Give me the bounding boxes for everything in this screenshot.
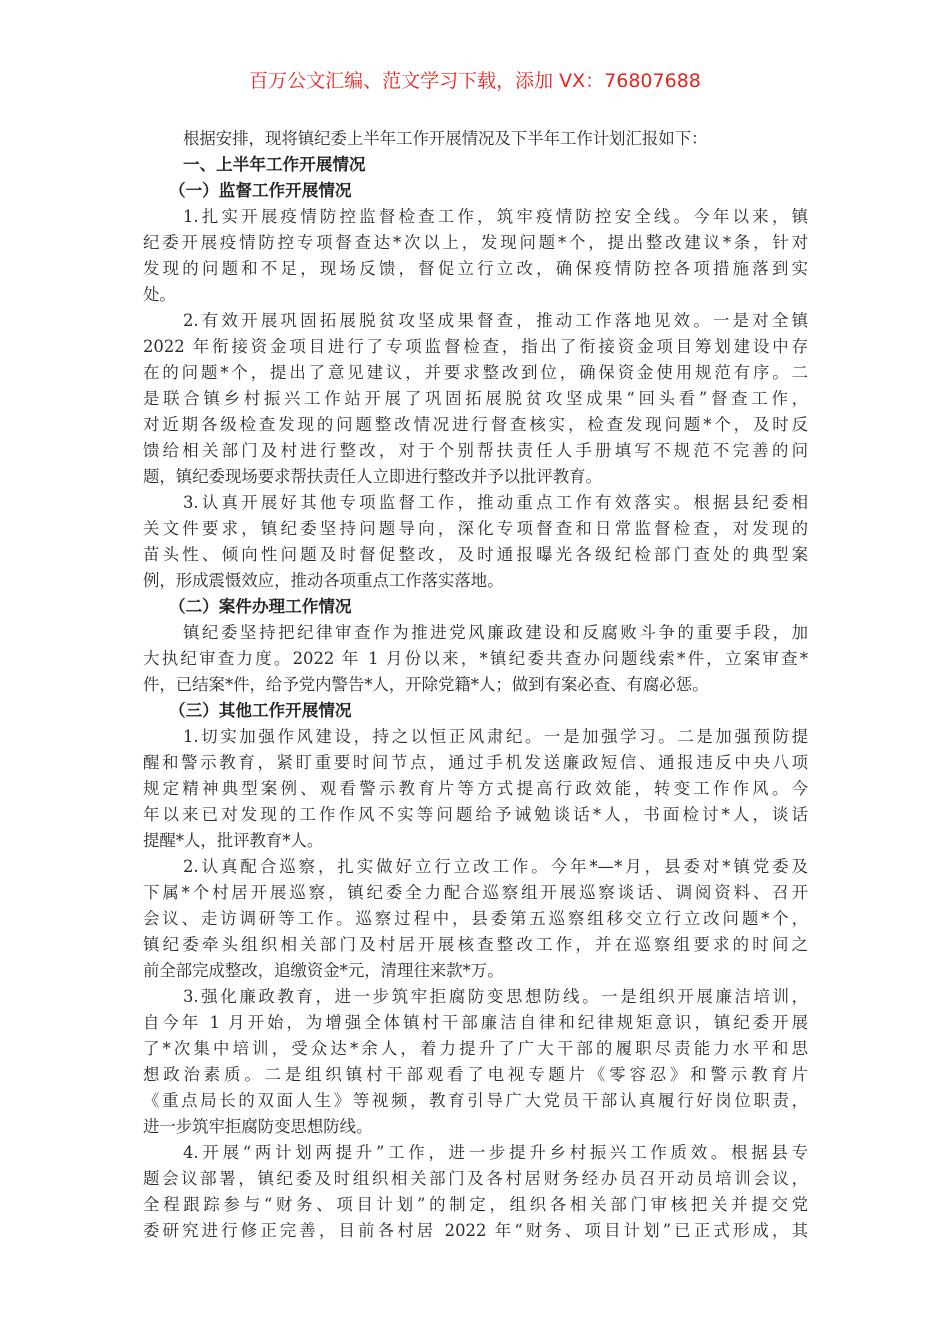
paragraph-line: 镇纪委坚持把纪律审查作为推进党风廉政建设和反腐败斗争的重要手段，加 <box>183 623 808 642</box>
paragraph-line: 前全部完成整改，追缴资金*元，清理往来款*万。 <box>143 961 504 980</box>
paragraph-line: 下属*个村居开展巡察，镇纪委全力配合巡察组开展巡察谈话、调阅资料、召开 <box>143 883 808 902</box>
paragraph-line: 2022 年衔接资金项目进行了专项监督检查，指出了衔接资金项目筹划建设中存 <box>143 337 808 356</box>
paragraph-6 <box>143 854 808 984</box>
subsection-heading-2: （二）案件办理工作情况 <box>169 597 352 616</box>
paragraph-4 <box>143 620 808 698</box>
paragraph-line: 对近期各级检查发现的问题整改情况进行督查核实，检查发现问题*个，及时反 <box>143 415 808 434</box>
intro-line: 根据安排，现将镇纪委上半年工作开展情况及下半年工作计划汇报如下： <box>183 129 708 148</box>
paragraph-line: 提醒*人，批评教育*人。 <box>143 831 324 850</box>
watermark-banner: 百万公文汇编、范文学习下载，添加 VX：76807688 <box>249 70 701 92</box>
paragraph-line: 全程跟踪参与“财务、项目计划”的制定，组织各相关部门审核把关并提交党 <box>143 1195 808 1214</box>
subsection-heading-1: （一）监督工作开展情况 <box>169 181 352 200</box>
paragraph-line: 处。 <box>143 285 176 304</box>
subsection-heading-3: （三）其他工作开展情况 <box>169 701 352 720</box>
paragraph-line: 2.有效开展巩固拓展脱贫攻坚成果督查，推动工作落地见效。一是对全镇 <box>183 311 808 330</box>
paragraph-1 <box>143 204 808 308</box>
paragraph-line: 镇纪委牵头组织相关部门及村居开展核查整改工作，并在巡察组要求的时间之 <box>143 935 808 954</box>
section-heading-1: 一、上半年工作开展情况 <box>183 155 366 174</box>
paragraph-line: 题，镇纪委现场要求帮扶责任人立即进行整改并予以批评教育。 <box>143 467 602 486</box>
paragraph-line: 1.扎实开展疫情防控监督检查工作，筑牢疫情防控安全线。今年以来，镇 <box>183 207 808 226</box>
paragraph-line: 题会议部署，镇纪委及时组织相关部门及各村居财务经办员召开动员培训会议， <box>143 1169 808 1188</box>
paragraph-2 <box>143 308 808 490</box>
paragraph-line: 醒和警示教育，紧盯重要时间节点，通过手机发送廉政短信、通报违反中央八项 <box>143 753 808 772</box>
paragraph-line: 件，已结案*件，给予党内警告*人，开除党籍*人；做到有案必查、有腐必惩。 <box>143 675 709 694</box>
paragraph-3 <box>143 490 808 594</box>
document-body <box>143 126 808 1244</box>
paragraph-5 <box>143 724 808 854</box>
paragraph-line: 例，形成震慑效应，推动各项重点工作落实落地。 <box>143 571 504 590</box>
paragraph-line: 1.切实加强作风建设，持之以恒正风肃纪。一是加强学习。二是加强预防提 <box>183 727 808 746</box>
paragraph-line: 2.认真配合巡察，扎实做好立行立改工作。今年*—*月，县委对*镇党委及 <box>183 857 808 876</box>
paragraph-line: 是联合镇乡村振兴工作站开展了巩固拓展脱贫攻坚成果“回头看”督查工作， <box>143 389 808 408</box>
paragraph-line: 3.强化廉政教育，进一步筑牢拒腐防变思想防线。一是组织开展廉洁培训， <box>183 987 808 1006</box>
paragraph-line: 关文件要求，镇纪委坚持问题导向，深化专项督查和日常监督检查，对发现的 <box>143 519 808 538</box>
paragraph-line: 进一步筑牢拒腐防变思想防线。 <box>143 1117 373 1136</box>
paragraph-line: 会议、走访调研等工作。巡察过程中，县委第五巡察组移交立行立改问题*个， <box>143 909 808 928</box>
paragraph-8 <box>143 1140 808 1244</box>
paragraph-line: 规定精神典型案例、观看警示教育片等方式提高行政效能，转变工作作风。今 <box>143 779 808 798</box>
paragraph-line: 大执纪审查力度。2022 年 1 月份以来，*镇纪委共查办问题线索*件，立案审查* <box>143 649 808 668</box>
paragraph-line: 了*次集中培训，受众达*余人，着力提升了广大干部的履职尽责能力水平和思 <box>143 1039 808 1058</box>
paragraph-line: 委研究进行修正完善，目前各村居 2022 年“财务、项目计划”已正式形成，其 <box>143 1221 808 1240</box>
paragraph-line: 3.认真开展好其他专项监督工作，推动重点工作有效落实。根据县纪委相 <box>183 493 808 512</box>
paragraph-7 <box>143 984 808 1140</box>
paragraph-line: 在的问题*个，提出了意见建议，并要求整改到位，确保资金使用规范有序。二 <box>143 363 808 382</box>
paragraph-line: 纪委开展疫情防控专项督查达*次以上，发现问题*个，提出整改建议*条，针对 <box>143 233 808 252</box>
paragraph-line: 自今年 1 月开始，为增强全体镇村干部廉洁自律和纪律规矩意识，镇纪委开展 <box>143 1013 808 1032</box>
paragraph-line: 馈给相关部门及村进行整改，对于个别帮扶责任人手册填写不规范不完善的问 <box>143 441 808 460</box>
paragraph-line: 苗头性、倾向性问题及时督促整改，及时通报曝光各级纪检部门查处的典型案 <box>143 545 808 564</box>
paragraph-line: 发现的问题和不足，现场反馈，督促立行立改，确保疫情防控各项措施落到实 <box>143 259 808 278</box>
paragraph-line: 年以来已对发现的工作作风不实等问题给予诫勉谈话*人，书面检讨*人，谈话 <box>143 805 808 824</box>
paragraph-line: 《重点局长的双面人生》等视频，教育引导广大党员干部认真履行好岗位职责， <box>143 1091 808 1110</box>
paragraph-line: 4.开展“两计划两提升”工作，进一步提升乡村振兴工作质效。根据县专 <box>183 1143 808 1162</box>
paragraph-line: 想政治素质。二是组织镇村干部观看了电视专题片《零容忍》和警示教育片 <box>143 1065 808 1084</box>
